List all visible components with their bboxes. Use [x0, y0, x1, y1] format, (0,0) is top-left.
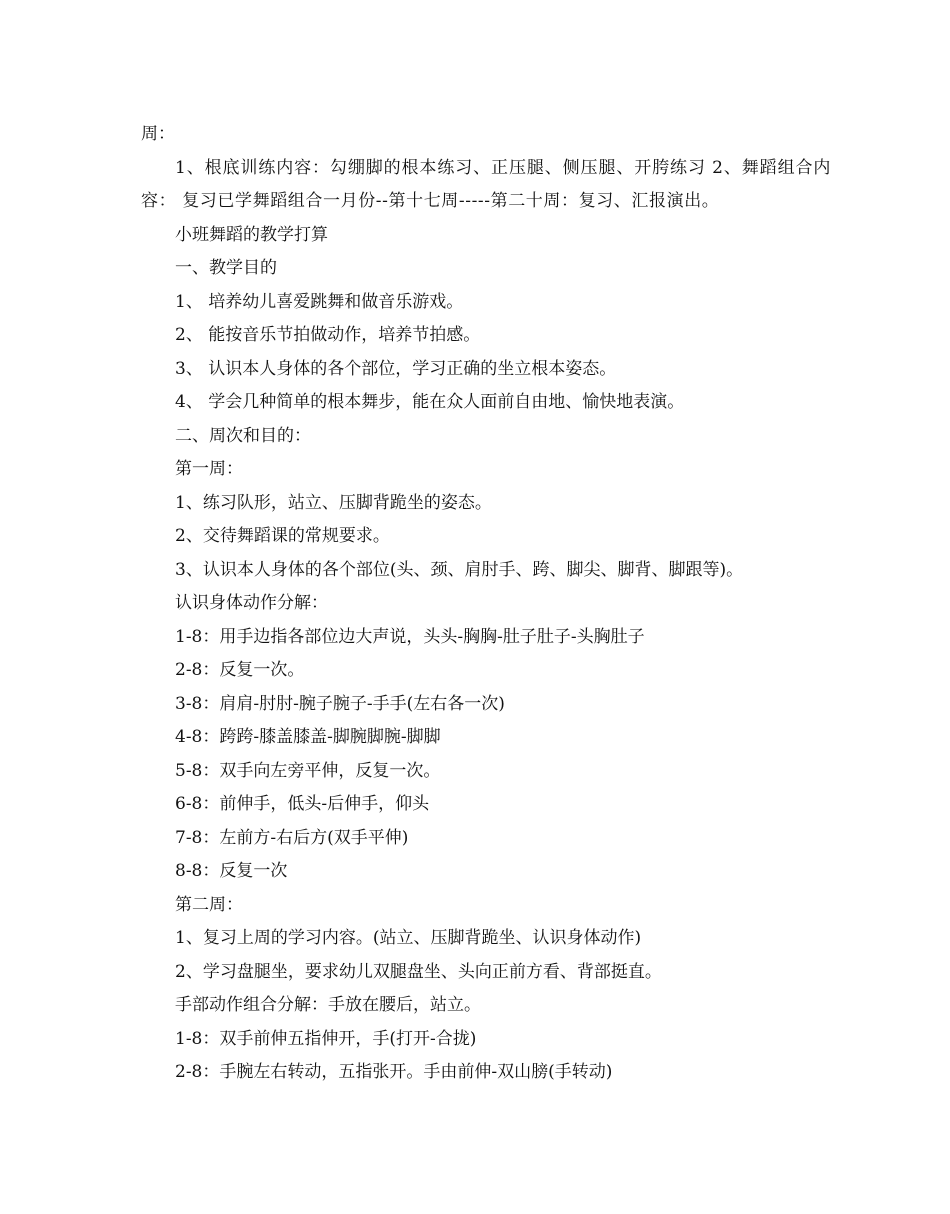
list-item: 2、学习盘腿坐，要求幼儿双腿盘坐、头向正前方看、背部挺直。 — [175, 961, 662, 982]
subsection-heading: 认识身体动作分解： — [175, 593, 328, 613]
step-item: 5-8：双手向左旁平伸，反复一次。 — [175, 760, 441, 781]
step-item: 2-8：手腕左右转动，五指张开。手由前伸-双山膀(手转动) — [175, 1062, 613, 1082]
goal-item: 4、 学会几种简单的根本舞步，能在众人面前自由地、愉快地表演。 — [175, 392, 685, 412]
goal-item: 2、 能按音乐节拍做动作，培养节拍感。 — [175, 325, 481, 345]
list-item: 3、认识本人身体的各个部位(头、颈、肩肘手、跨、脚尖、脚背、脚跟等)。 — [175, 559, 744, 580]
section-title: 小班舞蹈的教学打算 — [175, 224, 328, 245]
step-item: 1-8：双手前伸五指伸开，手(打开-合拢) — [175, 1028, 477, 1049]
week-heading: 第一周： — [175, 459, 243, 479]
section-heading-weeks: 二、周次和目的： — [175, 425, 311, 446]
paragraph-training-content: 1、根底训练内容：勾绷脚的根本练习、正压腿、侧压腿、开胯练习 2、舞蹈组合内容： 复习已学舞蹈组合一月份--第十七周-----第二十周：复习、汇报演出。 — [141, 157, 831, 211]
heading-fragment: 周： — [141, 124, 175, 144]
week-heading: 第二周： — [175, 894, 243, 915]
list-item: 1、练习队形，站立、压脚背跪坐的姿态。 — [175, 492, 492, 513]
section-heading-goals: 一、教学目的 — [175, 258, 277, 278]
step-item: 1-8：用手边指各部位边大声说，头头-胸胸-肚子肚子-头胸肚子 — [175, 626, 645, 647]
goal-item: 1、 培养幼儿喜爱跳舞和做音乐游戏。 — [175, 291, 464, 312]
goal-item: 3、 认识本人身体的各个部位，学习正确的坐立根本姿态。 — [175, 358, 617, 379]
step-item: 3-8：肩肩-肘肘-腕子腕子-手手(左右各一次) — [175, 693, 505, 714]
list-item: 2、交待舞蹈课的常规要求。 — [175, 526, 390, 546]
step-item: 4-8：跨跨-膝盖膝盖-脚腕脚腕-脚脚 — [175, 727, 441, 747]
list-item: 1、复习上周的学习内容。(站立、压脚背跪坐、认识身体动作) — [175, 928, 642, 948]
step-item: 6-8：前伸手，低头-后伸手，仰头 — [175, 794, 430, 814]
step-item: 7-8：左前方-右后方(双手平伸) — [175, 827, 409, 848]
step-item: 8-8：反复一次 — [175, 861, 288, 881]
subsection-heading: 手部动作组合分解：手放在腰后，站立。 — [175, 995, 481, 1015]
step-item: 2-8：反复一次。 — [175, 660, 305, 680]
document-body — [141, 118, 831, 1090]
